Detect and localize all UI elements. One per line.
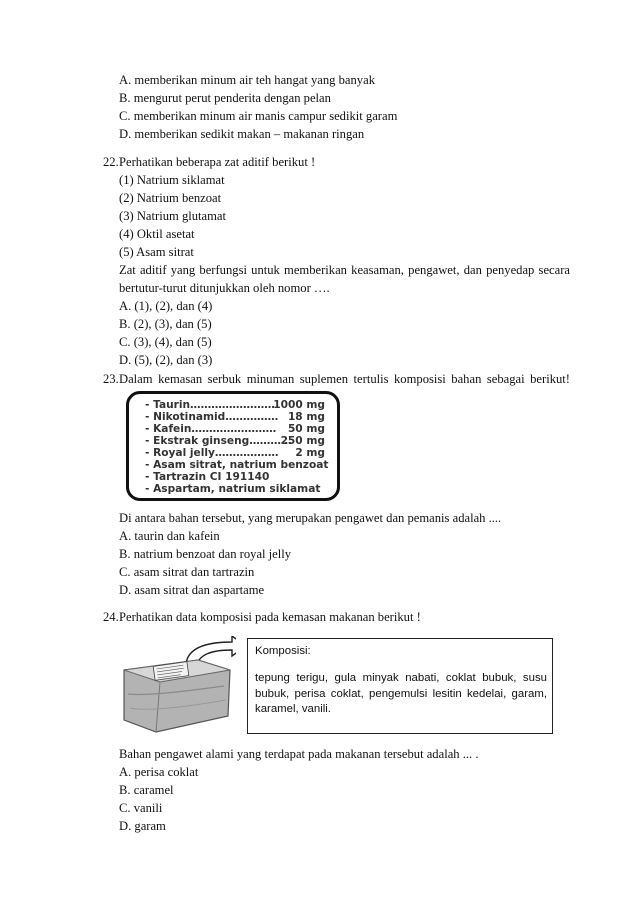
label-row-name: - Royal jelly……………… bbox=[145, 447, 279, 459]
q24-option-c: C. vanili bbox=[119, 801, 163, 815]
q24-option-d: D. garam bbox=[119, 819, 166, 833]
q23-question: Di antara bahan tersebut, yang merupakan pengawet dan pemanis adalah .... bbox=[119, 511, 502, 525]
q22-item-1: (1) Natrium siklamat bbox=[119, 173, 225, 187]
label-row-value: 50 mg bbox=[287, 423, 325, 435]
q21-option-a: A. memberikan minum air teh hangat yang banyak bbox=[119, 73, 375, 87]
q22-option-c: C. (3), (4), dan (5) bbox=[119, 335, 212, 349]
q23-stem: Dalam kemasan serbuk minuman suplemen tertulis komposisi bahan sebagai berikut! bbox=[119, 372, 570, 386]
label-row-value: 18 mg bbox=[287, 411, 325, 423]
q22-option-a: A. (1), (2), dan (4) bbox=[119, 299, 213, 313]
label-row-value: 1000 mg bbox=[273, 399, 325, 411]
label-row-taurin bbox=[145, 400, 325, 411]
label-row-value: 2 mg bbox=[295, 447, 325, 459]
q24-question: Bahan pengawet alami yang terdapat pada makanan tersebut adalah ... . bbox=[119, 747, 479, 761]
label-extra-3: - Aspartam, natrium siklamat bbox=[145, 483, 321, 495]
label-row-nikotinamid bbox=[145, 412, 325, 423]
q21-option-c: C. memberikan minum air manis campur sedikit garam bbox=[119, 109, 398, 123]
q24-option-a: A. perisa coklat bbox=[119, 765, 199, 779]
q22-stem: Perhatikan beberapa zat aditif berikut ! bbox=[119, 155, 316, 169]
q21-option-b: B. mengurut perut penderita dengan pelan bbox=[119, 91, 331, 105]
label-row-name: - Nikotinamid…………… bbox=[145, 411, 279, 423]
q21-option-d: D. memberikan sedikit makan – makanan ringan bbox=[119, 127, 365, 141]
q23-option-b: B. natrium benzoat dan royal jelly bbox=[119, 547, 292, 561]
label-row-name: - Taurin…………………… bbox=[145, 399, 275, 411]
q22-item-4: (4) Oktil asetat bbox=[119, 227, 195, 241]
label-row-kafein bbox=[145, 424, 325, 435]
q22-item-2: (2) Natrium benzoat bbox=[119, 191, 222, 205]
label-row-value: 250 mg bbox=[280, 435, 325, 447]
q24-number: 24. bbox=[103, 610, 119, 624]
q22-option-d: D. (5), (2), dan (3) bbox=[119, 353, 213, 367]
label-row-name: - Kafein…………………… bbox=[145, 423, 277, 435]
label-row-name: - Ekstrak ginseng………… bbox=[145, 435, 292, 447]
q22-option-b: B. (2), (3), dan (5) bbox=[119, 317, 212, 331]
composition-title: Komposisi: bbox=[255, 645, 311, 657]
supplement-label bbox=[126, 391, 340, 501]
q23-option-d: D. asam sitrat dan aspartame bbox=[119, 583, 265, 597]
q22-question-line-1: Zat aditif yang berfungsi untuk memberikan keasaman, pengawet, dan penyedap secara bbox=[119, 263, 570, 277]
q24-stem: Perhatikan data komposisi pada kemasan makanan berikut ! bbox=[119, 610, 421, 624]
composition-box bbox=[247, 638, 553, 734]
composition-text: tepung terigu, gula minyak nabati, coklat bubuk, susu bubuk, perisa coklat, pengemulsi lesitin kedelai, garam, karamel, vanili. bbox=[255, 672, 547, 715]
label-row-royal-jelly bbox=[145, 448, 325, 459]
q24-option-b: B. caramel bbox=[119, 783, 174, 797]
q22-item-5: (5) Asam sitrat bbox=[119, 245, 194, 259]
label-extra-1: - Asam sitrat, natrium benzoat bbox=[145, 459, 329, 471]
q22-item-3: (3) Natrium glutamat bbox=[119, 209, 227, 223]
q22-question-line-2: bertutur-turut ditunjukkan oleh nomor …. bbox=[119, 281, 330, 295]
label-row-ginseng bbox=[145, 436, 325, 447]
q23-option-c: C. asam sitrat dan tartrazin bbox=[119, 565, 255, 579]
food-package-illustration bbox=[120, 636, 236, 736]
q23-option-a: A. taurin dan kafein bbox=[119, 529, 220, 543]
label-extra-2: - Tartrazin CI 191140 bbox=[145, 471, 270, 483]
q22-number: 22. bbox=[103, 155, 119, 169]
q23-number: 23. bbox=[103, 372, 119, 386]
